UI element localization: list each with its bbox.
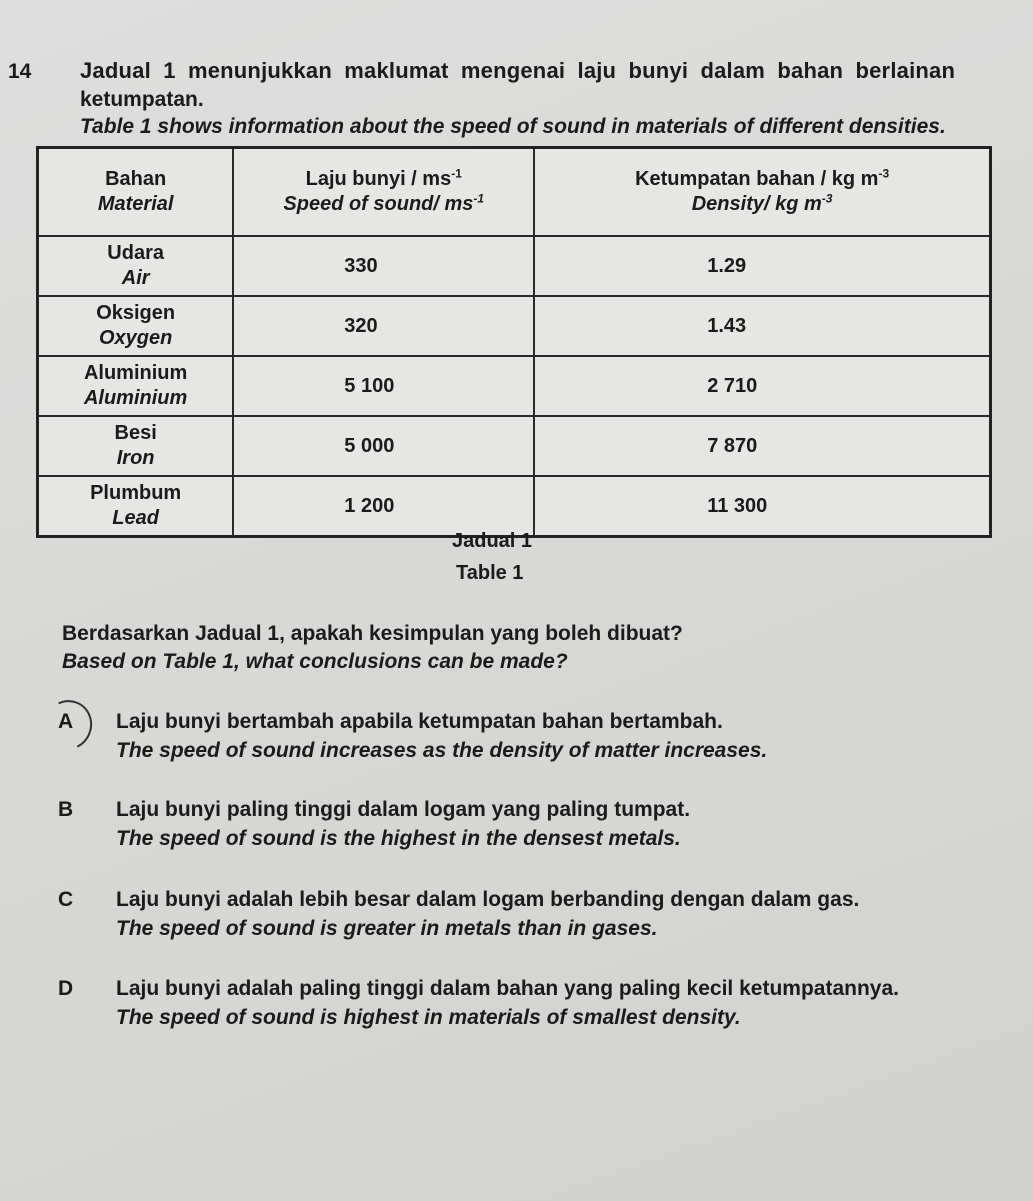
- option-text-ms: Laju bunyi paling tinggi dalam logam yang paling tumpat.: [116, 798, 691, 821]
- cell-material-ms: Plumbum: [90, 482, 182, 504]
- cell-material-ms: Oksigen: [96, 302, 176, 324]
- cell-material: [38, 236, 234, 296]
- header-density-ms-sup: -3: [878, 166, 890, 181]
- header-material-en: Material: [97, 193, 174, 215]
- prompt-en: Based on Table 1, what conclusions can be made?: [62, 650, 568, 673]
- table-row: [38, 416, 991, 476]
- option-letter: A: [58, 710, 74, 733]
- header-speed-en: Speed of sound/ ms: [283, 193, 474, 215]
- cell-density: 7 870: [534, 416, 990, 476]
- option-text-ms: Laju bunyi adalah paling tinggi dalam bahan yang paling kecil ketumpatannya.: [116, 977, 899, 1000]
- header-speed-ms-sup: -1: [451, 166, 462, 181]
- cell-density: 1.29: [534, 236, 990, 296]
- cell-density: 11 300: [534, 476, 990, 537]
- option-text-en: The speed of sound is the highest in the densest metals.: [116, 827, 681, 850]
- header-speed-en-line: [234, 192, 533, 217]
- option-text-ms: Laju bunyi adalah lebih besar dalam logam berbanding dengan dalam gas.: [116, 888, 860, 911]
- option-text-en: The speed of sound increases as the density of matter increases.: [116, 739, 768, 762]
- header-density-ms: Ketumpatan bahan / kg m: [635, 168, 879, 190]
- option-letter: C: [58, 888, 74, 911]
- prompt-ms: Berdasarkan Jadual 1, apakah kesimpulan yang boleh dibuat?: [62, 622, 683, 645]
- cell-speed: 5 100: [233, 356, 534, 416]
- cell-material-ms: Besi: [114, 422, 157, 444]
- data-table: [36, 146, 992, 538]
- header-density-ms-line: [535, 167, 989, 192]
- cell-speed: 1 200: [233, 476, 534, 537]
- header-material-ms: Bahan: [105, 168, 167, 190]
- option-text-en: The speed of sound is highest in materials of smallest density.: [116, 1006, 741, 1029]
- option-letter: B: [58, 798, 74, 821]
- cell-material-ms: Udara: [107, 242, 164, 264]
- header-speed-en-sup: -1: [473, 191, 485, 206]
- question-stem-ms-line2: ketumpatan.: [80, 88, 204, 111]
- cell-density: 1.43: [534, 296, 990, 356]
- header-speed: [233, 148, 534, 237]
- header-density-en: Density/ kg m: [691, 193, 822, 215]
- table-caption-ms: Jadual 1: [452, 530, 533, 552]
- table-row: [38, 476, 991, 537]
- header-density-en-line: [535, 192, 989, 217]
- table-row: [38, 296, 991, 356]
- header-material: [38, 148, 234, 237]
- cell-material-en: Aluminium: [83, 387, 188, 409]
- cell-material-ms: Aluminium: [83, 362, 188, 384]
- question-number: 14: [8, 60, 32, 83]
- question-stem-ms-line1: Jadual 1 menunjukkan maklumat mengenai laju bunyi dalam bahan berlainan: [80, 58, 956, 83]
- cell-material-en: Iron: [116, 447, 155, 469]
- cell-density: 2 710: [534, 356, 990, 416]
- question-stem-en: Table 1 shows information about the speed of sound in materials of different densities.: [80, 115, 946, 138]
- header-speed-ms-line: [234, 167, 533, 192]
- cell-material-en: Air: [121, 267, 150, 289]
- table-row: [38, 356, 991, 416]
- cell-speed: 330: [233, 236, 534, 296]
- header-speed-ms: Laju bunyi / ms: [305, 168, 452, 190]
- cell-speed: 5 000: [233, 416, 534, 476]
- option-letter: D: [58, 977, 74, 1000]
- table-caption-en: Table 1: [456, 562, 524, 584]
- cell-material: [38, 476, 234, 537]
- table-row: [38, 236, 991, 296]
- table-header-row: [38, 148, 991, 237]
- cell-material-en: Lead: [112, 507, 159, 529]
- cell-material-en: Oxygen: [98, 327, 173, 349]
- cell-material: [38, 416, 234, 476]
- cell-material: [38, 296, 234, 356]
- header-density: [534, 148, 990, 237]
- option-text-en: The speed of sound is greater in metals than in gases.: [116, 917, 658, 940]
- cell-material: [38, 356, 234, 416]
- option-text-ms: Laju bunyi bertambah apabila ketumpatan bahan bertambah.: [116, 710, 723, 733]
- header-density-en-sup: -3: [821, 191, 833, 206]
- cell-speed: 320: [233, 296, 534, 356]
